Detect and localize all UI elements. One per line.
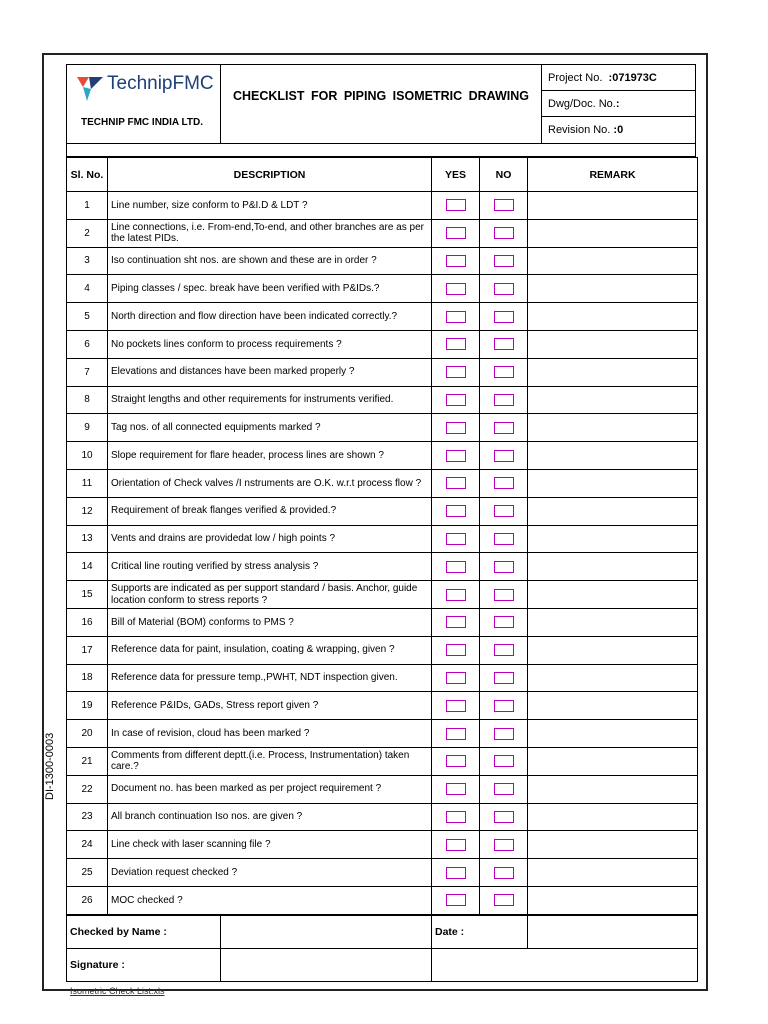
no-checkbox[interactable]: [494, 338, 514, 350]
remark-field[interactable]: [528, 330, 698, 358]
no-checkbox[interactable]: [494, 450, 514, 462]
no-checkbox[interactable]: [494, 672, 514, 684]
remark-field[interactable]: [528, 247, 698, 275]
header-description: DESCRIPTION: [108, 158, 432, 192]
no-checkbox-cell: [480, 831, 528, 859]
no-checkbox[interactable]: [494, 199, 514, 211]
table-row: [67, 553, 698, 581]
no-checkbox-cell: [480, 414, 528, 442]
company-name: TECHNIP FMC INDIA LTD.: [81, 117, 204, 128]
no-checkbox[interactable]: [494, 894, 514, 906]
row-sl-no: 13: [67, 525, 108, 553]
yes-checkbox-cell: [432, 608, 480, 636]
no-checkbox[interactable]: [494, 783, 514, 795]
table-row: [67, 803, 698, 831]
remark-field[interactable]: [528, 219, 698, 247]
no-checkbox-cell: [480, 692, 528, 720]
dwg-no-value: :: [615, 98, 620, 110]
remark-field[interactable]: [528, 303, 698, 331]
remark-field[interactable]: [528, 803, 698, 831]
row-description: Reference data for pressure temp.,PWHT, NDT inspection given.: [108, 664, 432, 692]
row-description: Elevations and distances have been marked properly ?: [108, 358, 432, 386]
no-checkbox[interactable]: [494, 422, 514, 434]
yes-checkbox-cell: [432, 303, 480, 331]
yes-checkbox-cell: [432, 664, 480, 692]
row-sl-no: 9: [67, 414, 108, 442]
yes-checkbox-cell: [432, 692, 480, 720]
row-sl-no: 10: [67, 442, 108, 470]
no-checkbox-cell: [480, 525, 528, 553]
yes-checkbox[interactable]: [446, 783, 466, 795]
yes-checkbox-cell: [432, 775, 480, 803]
no-checkbox[interactable]: [494, 283, 514, 295]
row-sl-no: 25: [67, 859, 108, 887]
row-sl-no: 7: [67, 358, 108, 386]
yes-checkbox-cell: [432, 247, 480, 275]
no-checkbox-cell: [480, 859, 528, 887]
yes-checkbox-cell: [432, 581, 480, 609]
table-row: [67, 303, 698, 331]
row-description: Line check with laser scanning file ?: [108, 831, 432, 859]
no-checkbox[interactable]: [494, 255, 514, 267]
no-checkbox[interactable]: [494, 505, 514, 517]
no-checkbox[interactable]: [494, 728, 514, 740]
row-sl-no: 18: [67, 664, 108, 692]
table-row: [67, 831, 698, 859]
row-description: Deviation request checked ?: [108, 859, 432, 887]
remark-field[interactable]: [528, 553, 698, 581]
table-row: [67, 775, 698, 803]
table-row: [67, 859, 698, 887]
row-sl-no: 8: [67, 386, 108, 414]
table-row: [67, 608, 698, 636]
remark-field[interactable]: [528, 581, 698, 609]
yes-checkbox-cell: [432, 442, 480, 470]
row-description: North direction and flow direction have been indicated correctly.?: [108, 303, 432, 331]
row-description: No pockets lines conform to process requirements ?: [108, 330, 432, 358]
table-row: [67, 330, 698, 358]
yes-checkbox-cell: [432, 330, 480, 358]
project-no-value: :071973C: [608, 72, 657, 84]
remark-field[interactable]: [528, 497, 698, 525]
row-description: Straight lengths and other requirements for instruments verified.: [108, 386, 432, 414]
row-sl-no: 23: [67, 803, 108, 831]
row-sl-no: 19: [67, 692, 108, 720]
title-cell: [221, 65, 542, 143]
yes-checkbox[interactable]: [446, 894, 466, 906]
yes-checkbox[interactable]: [446, 477, 466, 489]
yes-checkbox[interactable]: [446, 505, 466, 517]
row-sl-no: 11: [67, 469, 108, 497]
footer-filename: Isometric Check List.xls: [70, 986, 165, 996]
table-row: [67, 497, 698, 525]
row-description: Reference P&IDs, GADs, Stress report given ?: [108, 692, 432, 720]
row-description: Requirement of break flanges verified & provided.?: [108, 497, 432, 525]
row-sl-no: 26: [67, 886, 108, 914]
yes-checkbox[interactable]: [446, 728, 466, 740]
row-sl-no: 17: [67, 636, 108, 664]
document-title: CHECKLIST FOR PIPING ISOMETRIC DRAWING: [232, 89, 530, 103]
no-checkbox[interactable]: [494, 394, 514, 406]
remark-field[interactable]: [528, 469, 698, 497]
yes-checkbox[interactable]: [446, 227, 466, 239]
no-checkbox-cell: [480, 553, 528, 581]
signature-blank: [432, 949, 698, 982]
remark-field[interactable]: [528, 608, 698, 636]
table-row: [67, 469, 698, 497]
row-sl-no: 21: [67, 747, 108, 775]
row-description: Critical line routing verified by stress analysis ?: [108, 553, 432, 581]
table-row: [67, 581, 698, 609]
no-checkbox[interactable]: [494, 589, 514, 601]
no-checkbox[interactable]: [494, 616, 514, 628]
date-field[interactable]: [528, 916, 698, 949]
row-sl-no: 5: [67, 303, 108, 331]
no-checkbox-cell: [480, 608, 528, 636]
no-checkbox[interactable]: [494, 755, 514, 767]
table-row: [67, 664, 698, 692]
row-description: MOC checked ?: [108, 886, 432, 914]
table-row: [67, 219, 698, 247]
remark-field[interactable]: [528, 442, 698, 470]
yes-checkbox[interactable]: [446, 255, 466, 267]
project-no-label: Project No.: [548, 72, 603, 84]
checklist-table: [66, 157, 698, 915]
no-checkbox[interactable]: [494, 561, 514, 573]
no-checkbox-cell: [480, 247, 528, 275]
yes-checkbox[interactable]: [446, 589, 466, 601]
checked-by-field[interactable]: [221, 916, 432, 949]
checked-by-row: [67, 916, 698, 949]
no-checkbox[interactable]: [494, 811, 514, 823]
yes-checkbox[interactable]: [446, 366, 466, 378]
remark-field[interactable]: [528, 192, 698, 220]
remark-field[interactable]: [528, 358, 698, 386]
remark-field[interactable]: [528, 747, 698, 775]
row-description: All branch continuation Iso nos. are given ?: [108, 803, 432, 831]
yes-checkbox-cell: [432, 747, 480, 775]
yes-checkbox[interactable]: [446, 811, 466, 823]
table-header-row: [67, 158, 698, 192]
no-checkbox-cell: [480, 497, 528, 525]
yes-checkbox-cell: [432, 831, 480, 859]
table-row: [67, 886, 698, 914]
table-row: [67, 247, 698, 275]
no-checkbox-cell: [480, 664, 528, 692]
yes-checkbox[interactable]: [446, 867, 466, 879]
revision-label: Revision No.: [548, 124, 611, 136]
yes-checkbox-cell: [432, 886, 480, 914]
yes-checkbox-cell: [432, 553, 480, 581]
header-no: NO: [480, 158, 528, 192]
no-checkbox-cell: [480, 303, 528, 331]
no-checkbox-cell: [480, 636, 528, 664]
table-row: [67, 720, 698, 748]
yes-checkbox-cell: [432, 636, 480, 664]
header-sl-no: Sl. No.: [67, 158, 108, 192]
no-checkbox-cell: [480, 442, 528, 470]
remark-field[interactable]: [528, 414, 698, 442]
table-row: [67, 636, 698, 664]
logo-text: TechnipFMC: [107, 73, 214, 94]
no-checkbox-cell: [480, 330, 528, 358]
no-checkbox-cell: [480, 469, 528, 497]
remark-field[interactable]: [528, 275, 698, 303]
remark-field[interactable]: [528, 831, 698, 859]
table-row: [67, 275, 698, 303]
yes-checkbox-cell: [432, 275, 480, 303]
signoff-table: [66, 915, 698, 982]
yes-checkbox[interactable]: [446, 561, 466, 573]
yes-checkbox[interactable]: [446, 450, 466, 462]
no-checkbox-cell: [480, 803, 528, 831]
table-row: [67, 525, 698, 553]
no-checkbox[interactable]: [494, 533, 514, 545]
remark-field[interactable]: [528, 775, 698, 803]
date-label: Date :: [432, 916, 528, 949]
header-remark: REMARK: [528, 158, 698, 192]
row-description: Comments from different deptt.(i.e. Process, Instrumentation) taken care.?: [108, 747, 432, 775]
row-description: Piping classes / spec. break have been verified with P&IDs.?: [108, 275, 432, 303]
row-sl-no: 6: [67, 330, 108, 358]
table-row: [67, 358, 698, 386]
yes-checkbox[interactable]: [446, 672, 466, 684]
yes-checkbox-cell: [432, 469, 480, 497]
row-sl-no: 20: [67, 720, 108, 748]
yes-checkbox-cell: [432, 219, 480, 247]
table-row: [67, 442, 698, 470]
row-description: Iso continuation sht nos. are shown and these are in order ?: [108, 247, 432, 275]
no-checkbox[interactable]: [494, 644, 514, 656]
yes-checkbox[interactable]: [446, 283, 466, 295]
signature-field[interactable]: [221, 949, 432, 982]
yes-checkbox-cell: [432, 192, 480, 220]
no-checkbox[interactable]: [494, 227, 514, 239]
row-description: Tag nos. of all connected equipments marked ?: [108, 414, 432, 442]
yes-checkbox-cell: [432, 859, 480, 887]
dwg-no-label: Dwg/Doc. No.: [548, 98, 616, 110]
row-sl-no: 1: [67, 192, 108, 220]
table-row: [67, 192, 698, 220]
no-checkbox[interactable]: [494, 311, 514, 323]
no-checkbox[interactable]: [494, 700, 514, 712]
remark-field[interactable]: [528, 886, 698, 914]
row-description: Reference data for paint, insulation, coating & wrapping, given ?: [108, 636, 432, 664]
yes-checkbox-cell: [432, 497, 480, 525]
remark-field[interactable]: [528, 664, 698, 692]
no-checkbox-cell: [480, 581, 528, 609]
row-description: Bill of Material (BOM) conforms to PMS ?: [108, 608, 432, 636]
no-checkbox-cell: [480, 886, 528, 914]
yes-checkbox-cell: [432, 386, 480, 414]
row-sl-no: 2: [67, 219, 108, 247]
yes-checkbox[interactable]: [446, 422, 466, 434]
row-sl-no: 22: [67, 775, 108, 803]
table-row: [67, 414, 698, 442]
yes-checkbox-cell: [432, 358, 480, 386]
row-sl-no: 12: [67, 497, 108, 525]
table-row: [67, 747, 698, 775]
row-description: Supports are indicated as per support standard / basis. Anchor, guide location conform to stress reports ?: [108, 581, 432, 609]
row-description: Vents and drains are providedat low / high points ?: [108, 525, 432, 553]
checked-by-label: Checked by Name :: [67, 916, 221, 949]
dwg-no-row: [542, 91, 696, 117]
yes-checkbox-cell: [432, 414, 480, 442]
remark-field[interactable]: [528, 525, 698, 553]
row-description: Slope requirement for flare header, process lines are shown ?: [108, 442, 432, 470]
no-checkbox-cell: [480, 720, 528, 748]
project-no-row: [542, 65, 696, 91]
row-sl-no: 15: [67, 581, 108, 609]
yes-checkbox[interactable]: [446, 644, 466, 656]
header-yes: YES: [432, 158, 480, 192]
yes-checkbox[interactable]: [446, 394, 466, 406]
revision-value: :0: [613, 124, 624, 136]
yes-checkbox[interactable]: [446, 199, 466, 211]
no-checkbox[interactable]: [494, 477, 514, 489]
row-description: Orientation of Check valves /I nstruments are O.K. w.r.t process flow ?: [108, 469, 432, 497]
no-checkbox-cell: [480, 275, 528, 303]
header-spacer: [66, 144, 696, 157]
row-description: Line number, size conform to P&I.D & LDT ?: [108, 192, 432, 220]
row-sl-no: 14: [67, 553, 108, 581]
row-sl-no: 16: [67, 608, 108, 636]
technipfmc-logo-icon: [75, 73, 105, 103]
logo-cell: [67, 65, 221, 143]
yes-checkbox[interactable]: [446, 616, 466, 628]
header-block: [66, 64, 696, 144]
no-checkbox[interactable]: [494, 366, 514, 378]
yes-checkbox[interactable]: [446, 311, 466, 323]
remark-field[interactable]: [528, 692, 698, 720]
yes-checkbox[interactable]: [446, 700, 466, 712]
row-description: Document no. has been marked as per project requirement ?: [108, 775, 432, 803]
remark-field[interactable]: [528, 859, 698, 887]
no-checkbox[interactable]: [494, 839, 514, 851]
remark-field[interactable]: [528, 720, 698, 748]
no-checkbox[interactable]: [494, 867, 514, 879]
info-cell: [542, 65, 696, 143]
revision-row: [542, 117, 696, 143]
no-checkbox-cell: [480, 386, 528, 414]
yes-checkbox[interactable]: [446, 533, 466, 545]
yes-checkbox-cell: [432, 803, 480, 831]
row-description: Line connections, i.e. From-end,To-end, and other branches are as per the latest PIDs.: [108, 219, 432, 247]
table-row: [67, 692, 698, 720]
side-document-code: DI-1300-0003: [44, 732, 56, 800]
row-sl-no: 4: [67, 275, 108, 303]
no-checkbox-cell: [480, 219, 528, 247]
remark-field[interactable]: [528, 386, 698, 414]
row-description: In case of revision, cloud has been marked ?: [108, 720, 432, 748]
no-checkbox-cell: [480, 775, 528, 803]
signature-row: [67, 949, 698, 982]
row-sl-no: 3: [67, 247, 108, 275]
no-checkbox-cell: [480, 747, 528, 775]
no-checkbox-cell: [480, 192, 528, 220]
row-sl-no: 24: [67, 831, 108, 859]
remark-field[interactable]: [528, 636, 698, 664]
table-row: [67, 386, 698, 414]
yes-checkbox-cell: [432, 720, 480, 748]
signature-label: Signature :: [67, 949, 221, 982]
yes-checkbox[interactable]: [446, 338, 466, 350]
yes-checkbox[interactable]: [446, 839, 466, 851]
yes-checkbox-cell: [432, 525, 480, 553]
yes-checkbox[interactable]: [446, 755, 466, 767]
no-checkbox-cell: [480, 358, 528, 386]
